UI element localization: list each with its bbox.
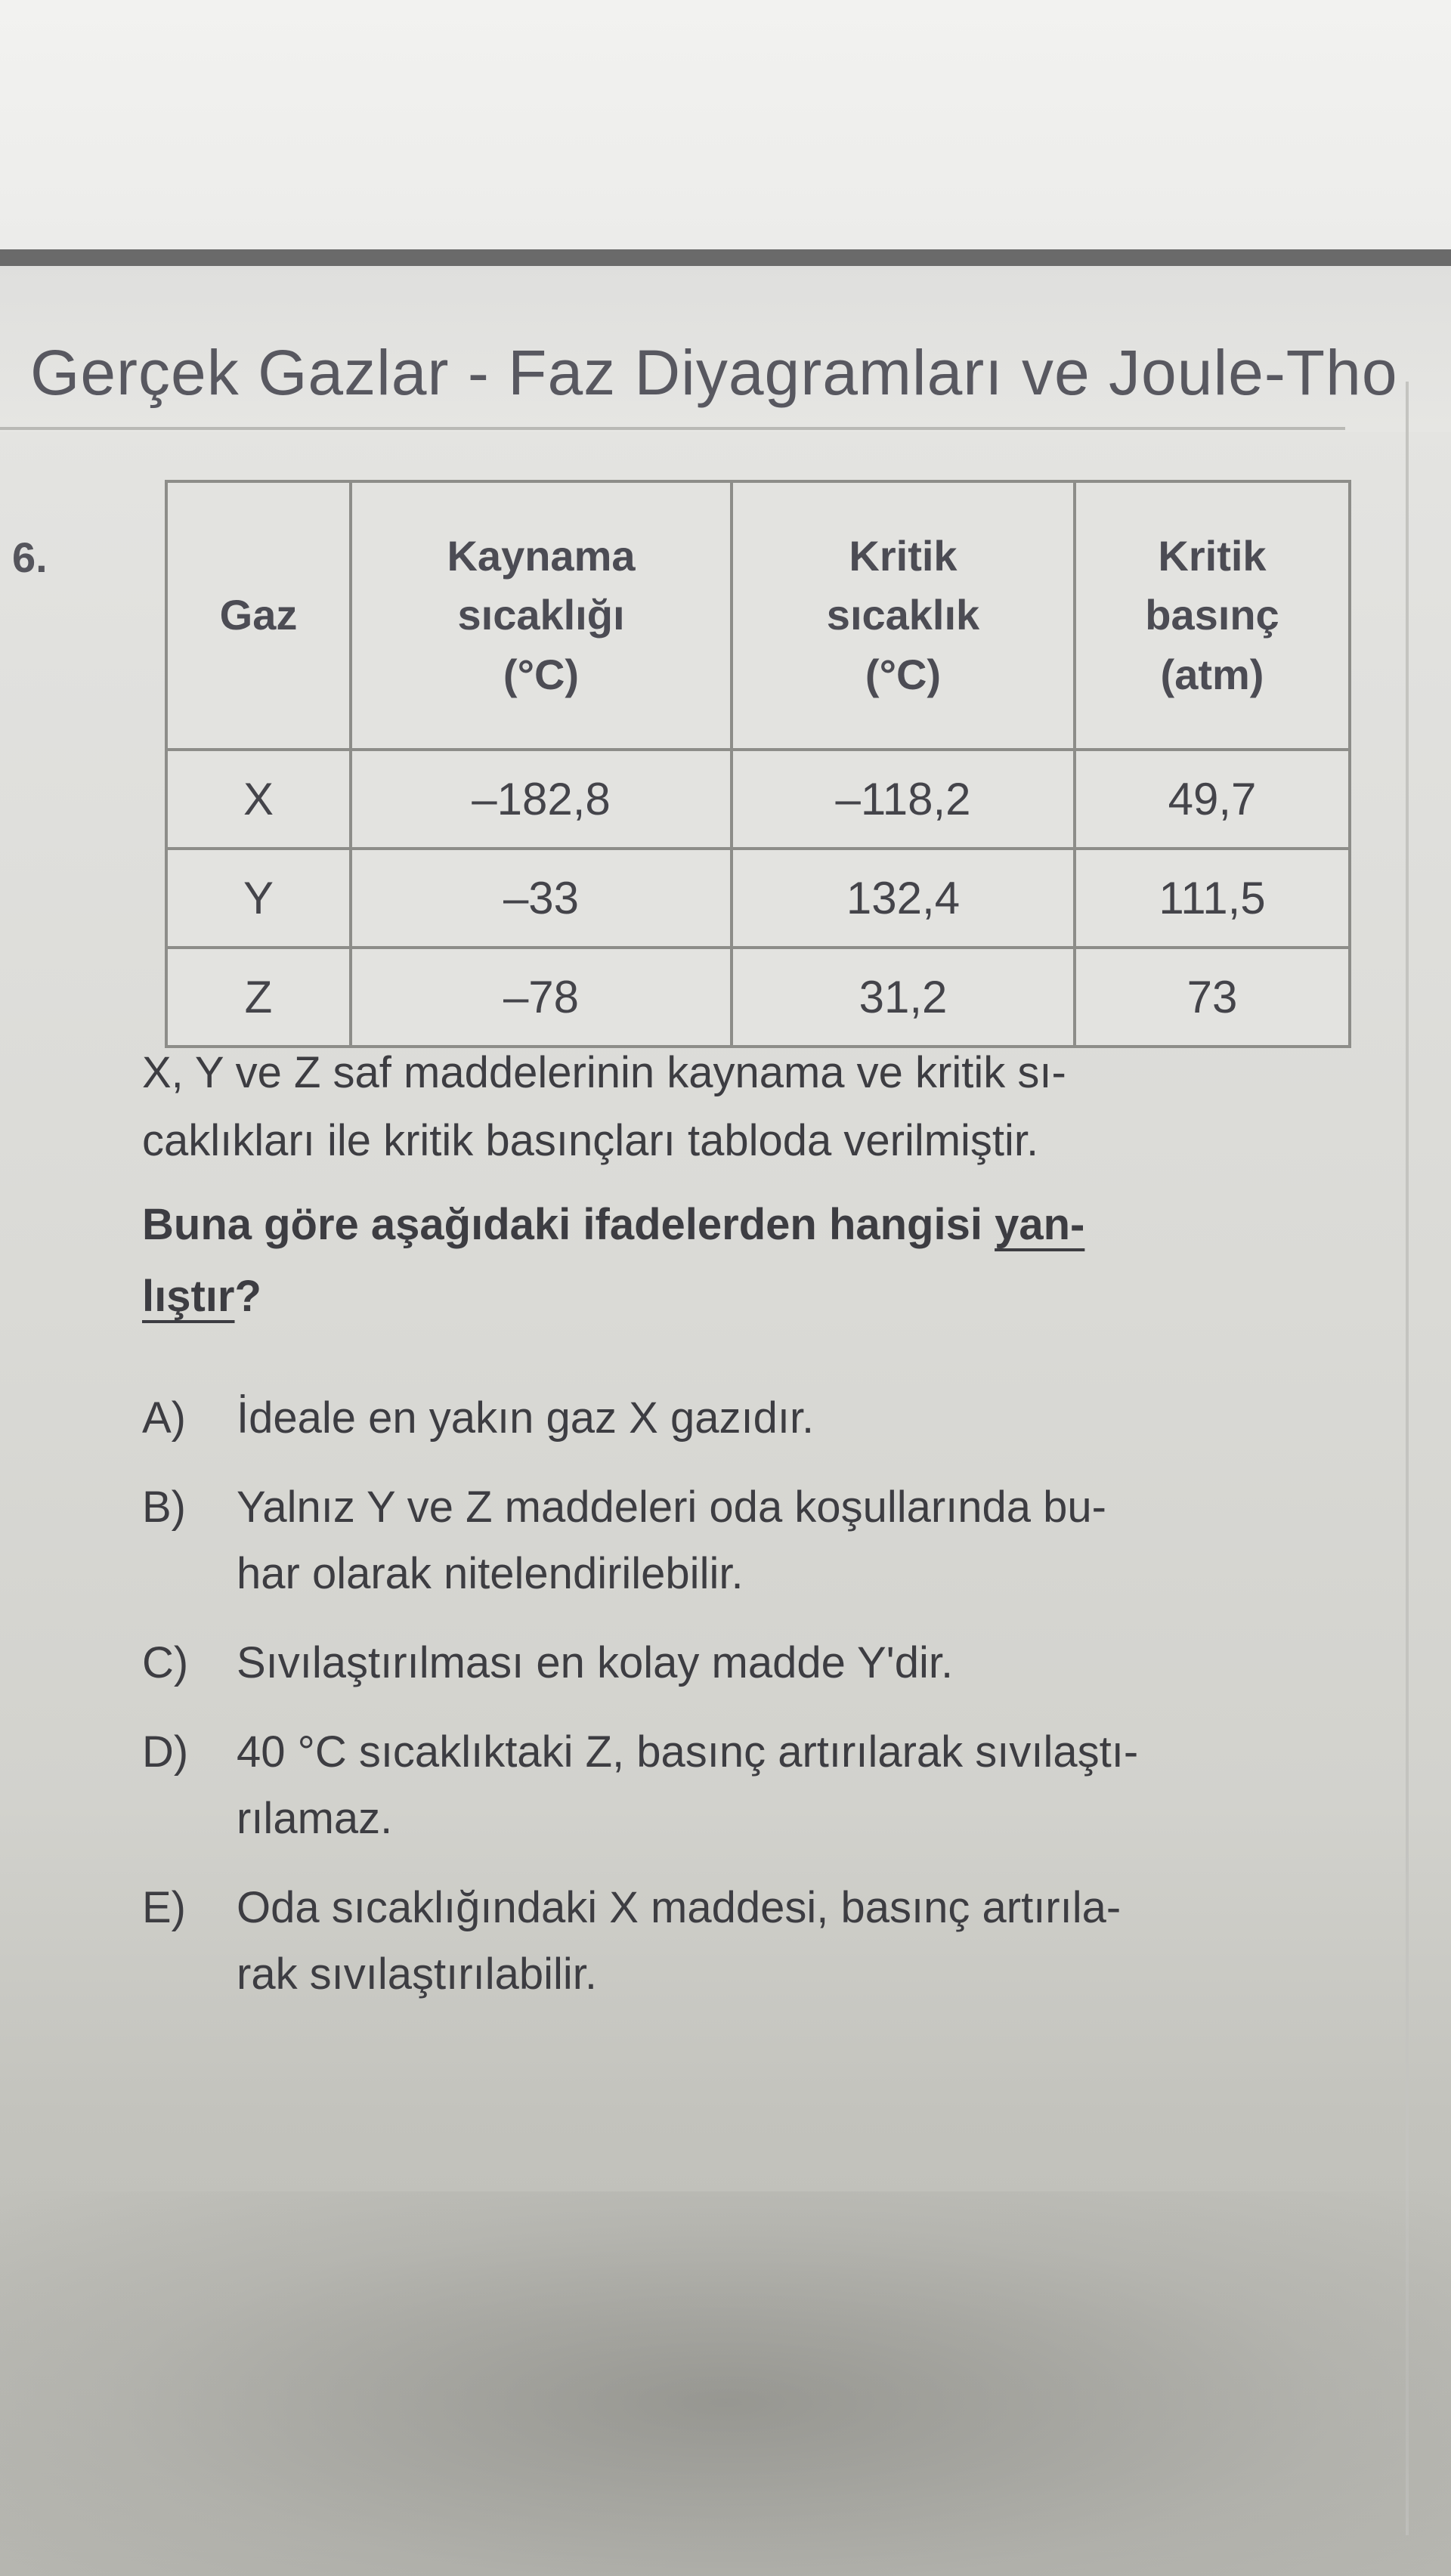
- cell-critical-pressure: 49,7: [1075, 750, 1350, 849]
- negation-underline-cont: lıştır: [142, 1272, 235, 1321]
- option-text: Sıvılaştırılması en kolay madde Y'dir.: [237, 1638, 954, 1687]
- answer-options: [142, 1385, 1381, 2008]
- option-letter: E): [142, 1883, 186, 1932]
- option-letter: B): [142, 1483, 186, 1532]
- negation-underline: yan-: [995, 1200, 1085, 1249]
- cell-critical-temperature: 31,2: [732, 948, 1075, 1047]
- option-d[interactable]: [142, 1719, 1381, 1852]
- option-text: Yalnız Y ve Z maddeleri oda koşullarında bu- har olarak nitelendirilebilir.: [237, 1483, 1106, 1598]
- table-row: [166, 750, 1350, 849]
- header-boiling-point: Kaynama sıcaklığı (°C): [351, 481, 732, 750]
- gas-data-table: [165, 480, 1351, 1048]
- header-critical-temperature: Kritik sıcaklık (°C): [732, 481, 1075, 750]
- intro-paragraph: X, Y ve Z saf maddelerinin kaynama ve kritik sı- caklıkları ile kritik basınçları tabloda verilmiştir.: [142, 1048, 1066, 1165]
- table-header-row: [166, 481, 1350, 750]
- table-row: [166, 948, 1350, 1047]
- chapter-title: Gerçek Gazlar - Faz Diyagramları ve Joule-Tho: [30, 337, 1398, 408]
- cell-critical-pressure: 111,5: [1075, 849, 1350, 948]
- page-top-blank: [0, 0, 1451, 249]
- option-c[interactable]: [142, 1630, 1381, 1696]
- sheet-edge: [0, 249, 1451, 266]
- option-text: Oda sıcaklığındaki X maddesi, basınç artırıla- rak sıvılaştırılabilir.: [237, 1883, 1122, 1999]
- header-critical-pressure: Kritik basınç (atm): [1075, 481, 1350, 750]
- header-gas: Gaz: [166, 481, 351, 750]
- option-letter: C): [142, 1638, 189, 1687]
- cell-critical-temperature: –118,2: [732, 750, 1075, 849]
- cell-gas: Z: [166, 948, 351, 1047]
- cell-boiling-point: –78: [351, 948, 732, 1047]
- question-prompt: Buna göre aşağıdaki ifadelerden hangisi yan- lıştır?: [142, 1200, 1085, 1321]
- option-text: 40 °C sıcaklıktaki Z, basınç artırılarak sıvılaştı- rılamaz.: [237, 1727, 1139, 1843]
- cell-gas: Y: [166, 849, 351, 948]
- question-text: [142, 1039, 1381, 2030]
- cell-gas: X: [166, 750, 351, 849]
- cell-boiling-point: –182,8: [351, 750, 732, 849]
- question-number: 6.: [12, 533, 48, 581]
- table-row: [166, 849, 1350, 948]
- hand-shadow: [0, 2191, 1451, 2576]
- option-e[interactable]: [142, 1875, 1381, 2008]
- option-text: İdeale en yakın gaz X gazıdır.: [237, 1393, 815, 1443]
- option-a[interactable]: [142, 1385, 1381, 1452]
- option-letter: D): [142, 1727, 189, 1777]
- cell-critical-temperature: 132,4: [732, 849, 1075, 948]
- cell-critical-pressure: 73: [1075, 948, 1350, 1047]
- option-letter: A): [142, 1393, 186, 1443]
- option-b[interactable]: [142, 1474, 1381, 1607]
- header-rule: [0, 427, 1345, 430]
- cell-boiling-point: –33: [351, 849, 732, 948]
